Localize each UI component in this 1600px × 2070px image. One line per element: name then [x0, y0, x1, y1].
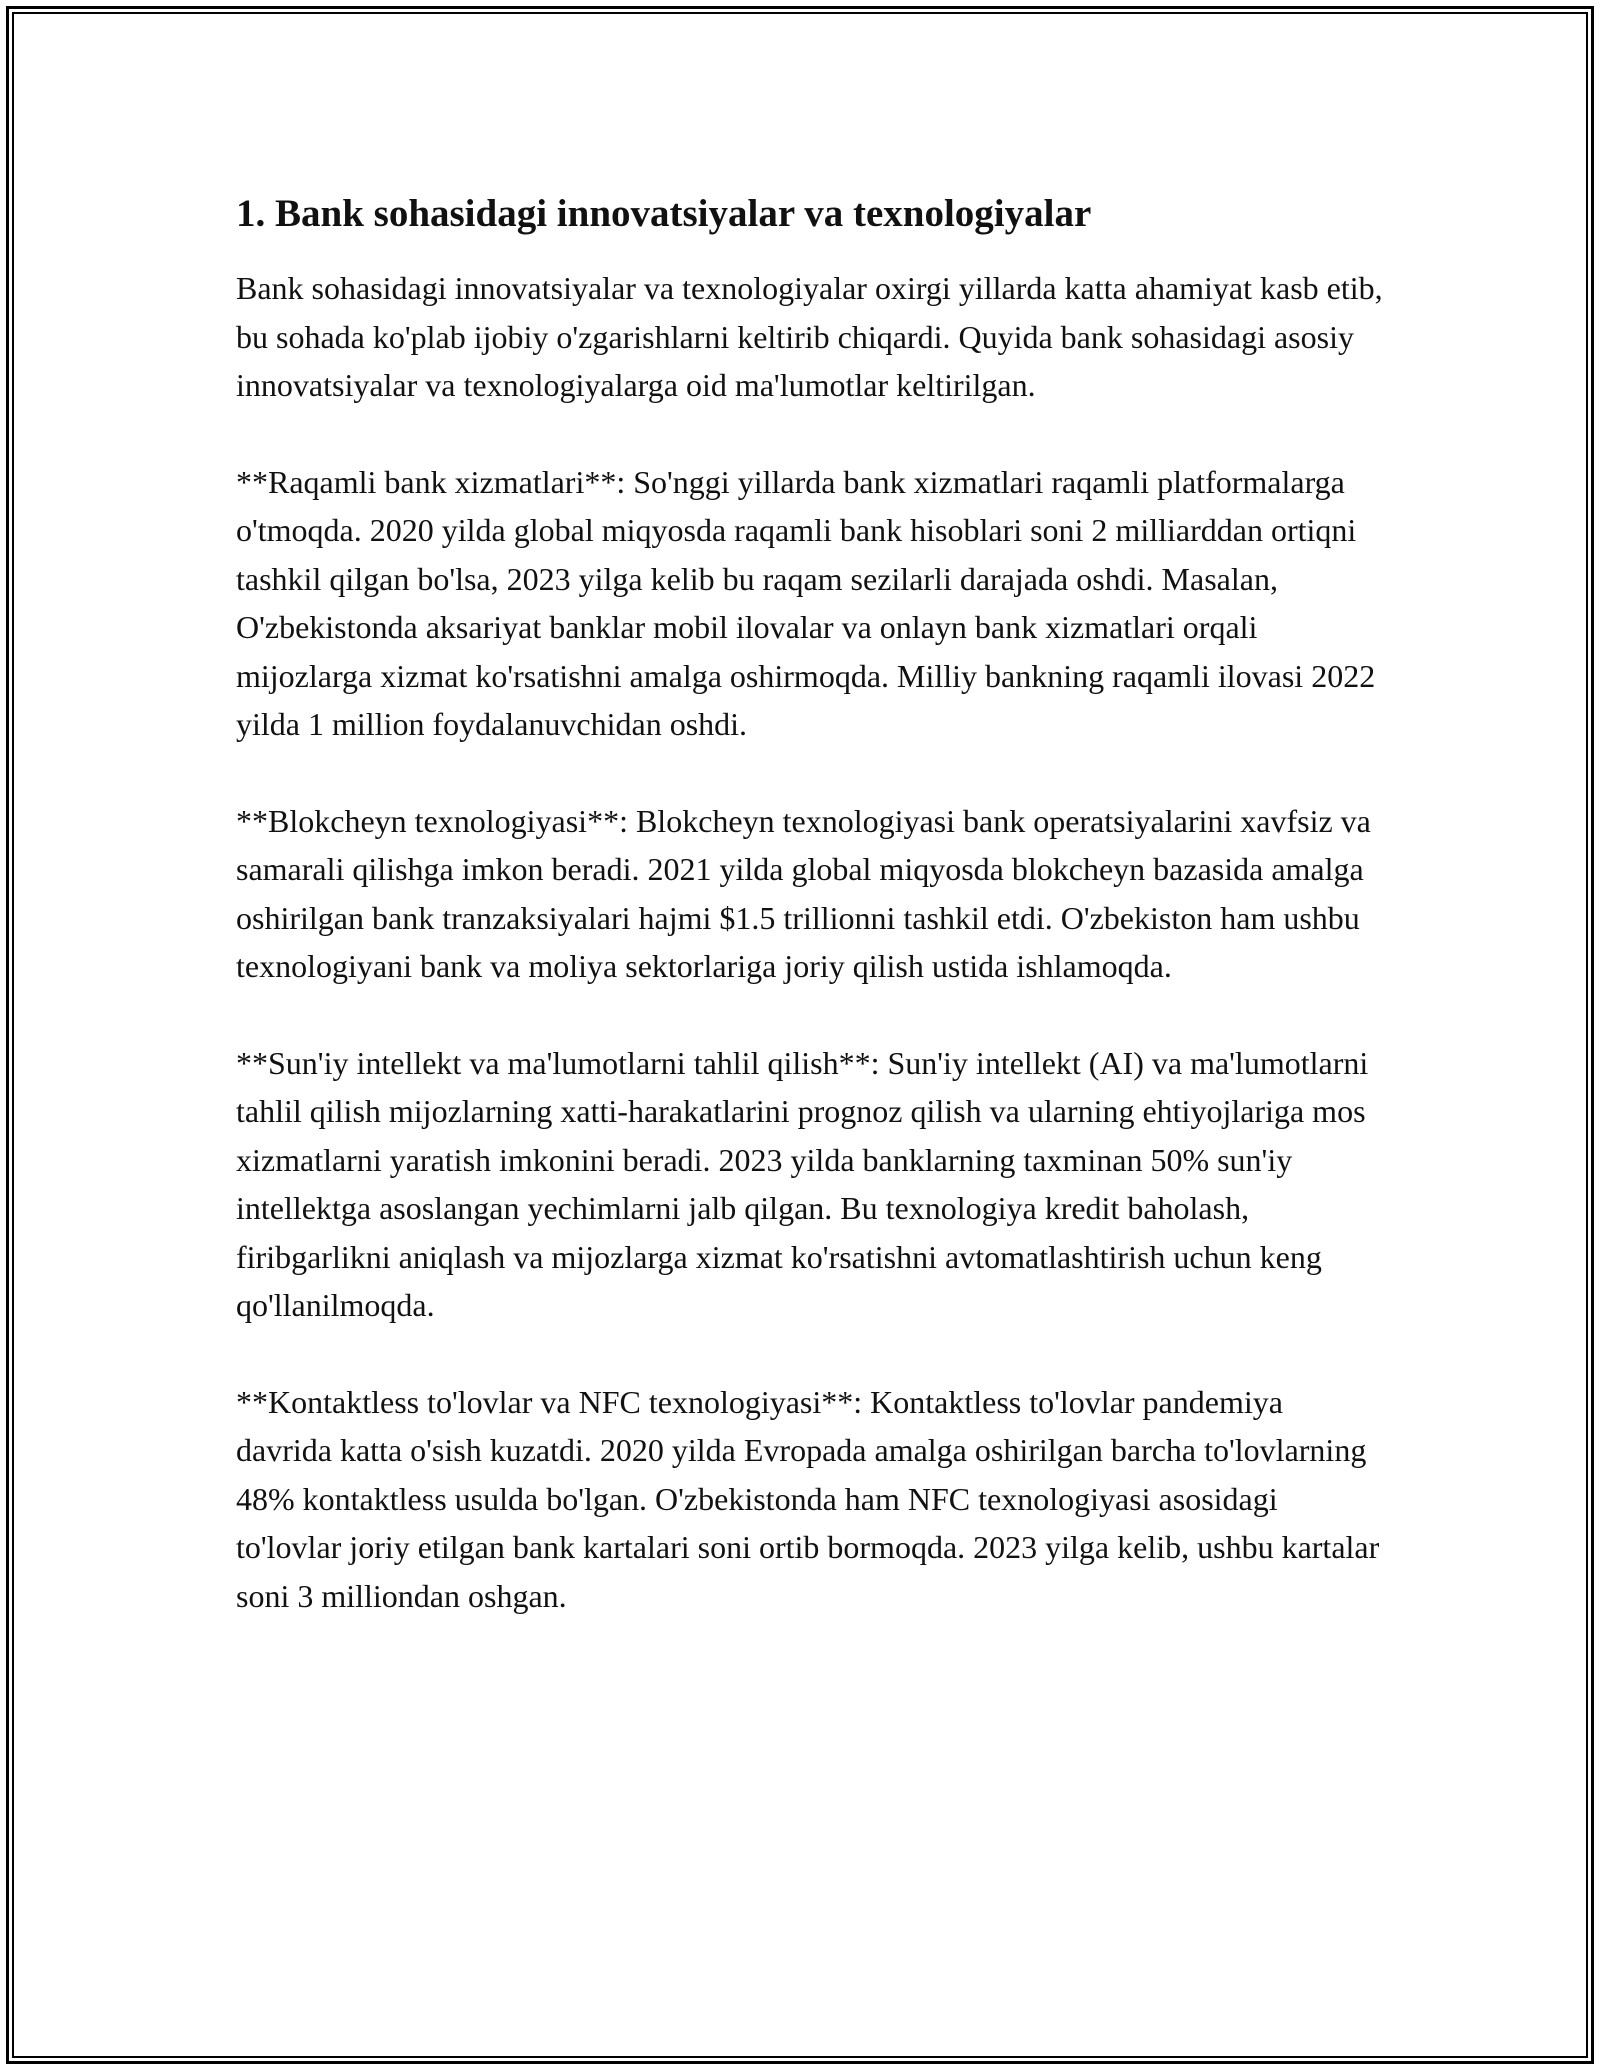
- ai-analytics-paragraph: **Sun'iy intellekt va ma'lumotlarni tahlil qilish**: Sun'iy intellekt (AI) va ma'lumotlarni tahlil qilish mijozlarning xatti-harakatlarini prognoz qilish va ularning ehtiyojlariga mos xizmatlarni yaratish imkonini beradi. 2023 yilda banklarning taxminan 50% sun'iy intellektga asoslangan yechimlarni jalb qilgan. Bu texnologiya kredit baholash, firibgarlikni aniqlash va mijozlarga xizmat ko'rsatishni avtomatlashtirish uchun keng qo'llanilmoqda.: [236, 1044, 1369, 1323]
- intro-paragraph: Bank sohasidagi innovatsiyalar va texnologiyalar oxirgi yillarda katta ahamiyat kasb etib, bu sohada ko'plab ijobiy o'zgarishlarni keltirib chiqardi. Quyida bank sohasidagi asosiy innovatsiyalar va texnologiyalarga oid ma'lumotlar keltirilgan.: [236, 270, 1383, 403]
- contactless-nfc-paragraph: **Kontaktless to'lovlar va NFC texnologiyasi**: Kontaktless to'lovlar pandemiya davrida katta o'sish kuzatdi. 2020 yilda Evropada amalga oshirilgan barcha to'lovlarning 48% kontaktless usulda bo'lgan. O'zbekistonda ham NFC texnologiyasi asosidagi to'lovlar joriy etilgan bank kartalari soni ortib bormoqda. 2023 yilga kelib, ushbu kartalar soni 3 milliondan oshgan.: [236, 1383, 1380, 1614]
- document-body: [236, 186, 1386, 1668]
- digital-banking-paragraph: **Raqamli bank xizmatlari**: So'nggi yillarda bank xizmatlari raqamli platformalarga o'tmoqda. 2020 yilda global miqyosda raqamli bank hisoblari soni 2 milliarddan ortiqni tashkil qilgan bo'lsa, 2023 yilga kelib bu raqam sezilarli darajada oshdi. Masalan, O'zbekistonda aksariyat banklar mobil ilovalar va onlayn bank xizmatlari orqali mijozlarga xizmat ko'rsatishni amalga oshirmoqda. Milliy bankning raqamli ilovasi 2022 yilda 1 million foydalanuvchidan oshdi.: [236, 463, 1376, 742]
- blockchain-paragraph: **Blokcheyn texnologiyasi**: Blokcheyn texnologiyasi bank operatsiyalarini xavfsiz va samarali qilishga imkon beradi. 2021 yilda global miqyosda blokcheyn bazasida amalga oshirilgan bank tranzaksiyalari hajmi $1.5 trillionni tashkil etdi. O'zbekiston ham ushbu texnologiyani bank va moliya sektorlariga joriy qilish ustida ishlamoqda.: [236, 802, 1371, 984]
- section-heading: 1. Bank sohasidagi innovatsiyalar va texnologiyalar: [236, 192, 1092, 235]
